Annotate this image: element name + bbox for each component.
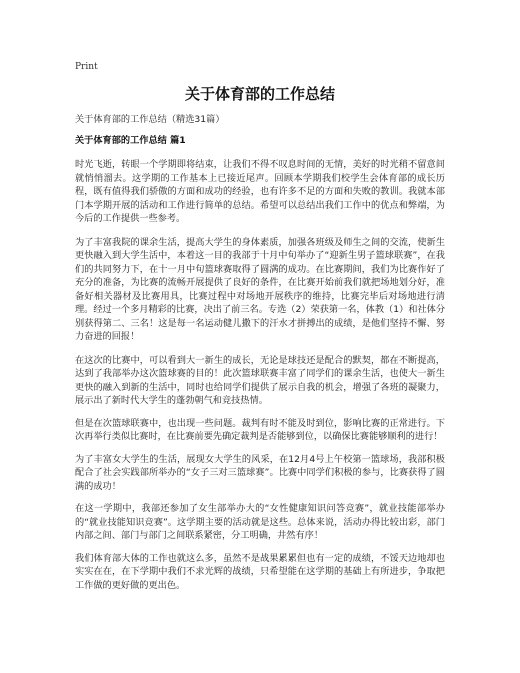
document-page	[75, 62, 445, 592]
document-subtitle: 关于体育部的工作总结（精选31篇）	[75, 114, 225, 125]
paragraph-other-activities: 在这一学期中，我部还参加了女生部举办大的“女性健康知识问答竞赛”，就业技能部举办的“就业技能知识竞赛”。这学期主要的活动就是这些。总体来说，活动办得比较出彩，部门内部之间、部门与部门之间联系紧密，分工明确，井然有序！	[75, 503, 445, 541]
paragraph-league-results: 在这次的比赛中，可以看到大一新生的成长，无论是球技还是配合的默契，都在不断提高，达到了我部举办这次篮球赛的目的！此次篮球联赛丰富了同学们的课余生活，也使大一新生更快的融入到新的生活中，同时也给同学们提供了展示自我的机会，增强了各班的凝聚力，展示出了新时代大学生的蓬勃朝气和竞技热情。	[75, 354, 445, 406]
paragraph-basketball-league: 为了丰富我院的课余生活，提高大学生的身体素质，加强各班级及师生之间的交流，使新生更快融入到大学生活中，本着这一目的我部于十月中旬举办了“迎新生男子篮球联赛”，在我们的共同努力下，在十一月中旬篮球赛取得了圆满的成功。在比赛期间，我们为比赛作好了充分的准备，为比赛的流畅开展提供了良好的条件，在比赛开始前我们就把场地划分好，准备好相关器材及比赛用具，比赛过程中对场地开展秩序的维持，比赛完毕后对场地进行清理。经过一个多月精彩的比赛，决出了前三名。专选（2）荣获第一名，体教（1）和社体分别获得第二、三名！这是每一名运动健儿撒下的汗水才拼搏出的成绩，是他们坚持不懈、努力奋进的回报！	[75, 236, 446, 342]
document-title: 关于体育部的工作总结	[184, 85, 335, 103]
section-heading: 关于体育部的工作总结 篇1	[75, 135, 186, 146]
print-link[interactable]: Print	[75, 62, 98, 72]
paragraph-intro: 时光飞逝，转眼一个学期即将结束，让我们不得不叹息时间的无情，美好的时光稍不留意间就悄悄溜去。这学期的工作基本上已接近尾声。回顾本学期我们校学生会体育部的成长历程，既有值得我们骄傲的方面和成功的经验，也有许多不足的方面和失败的教训。我就本部门本学期开展的活动和工作进行简单的总结。希望可以总结出我们工作中的优点和弊端，为今后的工作提供一些参考。	[75, 159, 445, 224]
paragraph-womens-basketball: 为了丰富女大学生的生活，展现女大学生的风采，在12月4号上午校第一篮球场，我部积极配合了社会实践部所举办的“女子三对三篮球赛”。比赛中同学们积极的参与，比赛获得了圆满的成功！	[75, 453, 445, 492]
paragraph-problems: 但是在次篮球联赛中，也出现一些问题。裁判有时不能及时到位，影响比赛的正常进行。下次再举行类似比赛时，在比赛前要先确定裁判是否能够到位，以确保比赛能够顺利的进行！	[75, 417, 445, 442]
paragraph-conclusion: 我们体育部大体的工作也就这么多，虽然不是战果累累但也有一定的成绩，不馁天边地却也实实在在，在下学期中我们不求光辉的战绩，只希望能在这学期的基础上有所进步，争取把工作做的更好做的更出色。	[75, 552, 445, 591]
